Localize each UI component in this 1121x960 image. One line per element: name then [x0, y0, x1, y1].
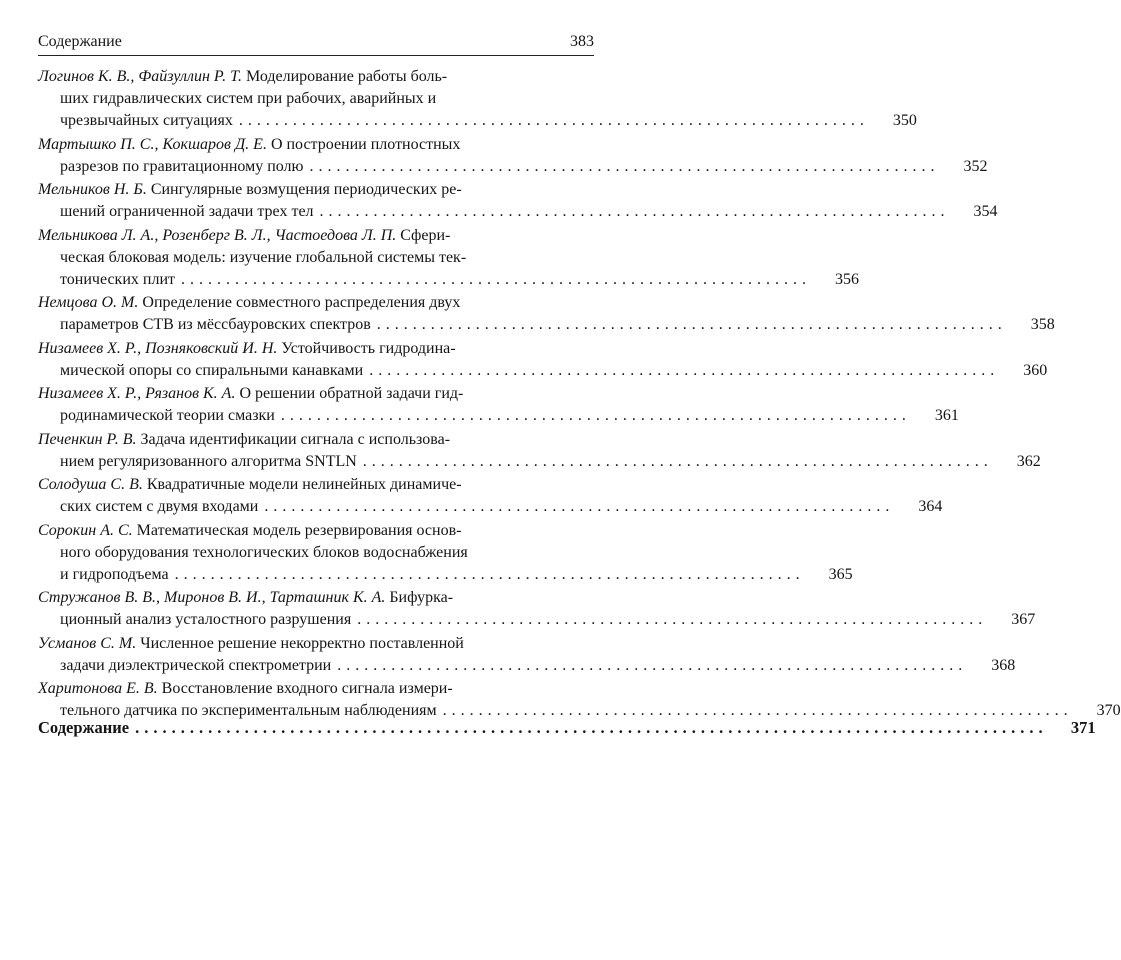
- toc-entry-line: [38, 201, 998, 223]
- toc-entry-authors: Харитонова Е. В.: [38, 680, 158, 697]
- toc-entry-text: чрезвычайных ситуациях: [60, 112, 233, 129]
- toc-entry-line: [38, 496, 943, 518]
- toc-entry-authors: Печенкин Р. В.: [38, 430, 137, 448]
- toc-entry[interactable]: [38, 678, 1121, 722]
- toc-entry-line: [38, 247, 594, 269]
- toc-entry[interactable]: [38, 520, 853, 586]
- toc-entry-page: 361: [934, 407, 959, 424]
- toc-entry[interactable]: [38, 225, 859, 291]
- toc-entry-text: О построении плотностных: [270, 135, 461, 153]
- toc-entry-line: [38, 88, 594, 110]
- toc-entry-text: и гидроподъема: [60, 565, 169, 583]
- toc-entry[interactable]: [38, 292, 1055, 336]
- toc-entry-authors: Солодуша С. В.: [38, 476, 143, 493]
- toc-entry-text: О решении обратной задачи гид-: [239, 385, 464, 402]
- toc-entry-text: ских систем с двумя входами: [60, 498, 259, 515]
- toc-entry-page: 367: [1011, 611, 1036, 628]
- toc-entry-text: Восстановление входного сигнала измери-: [161, 680, 453, 697]
- toc-entry-line: [38, 542, 594, 564]
- toc-entry-line: [38, 314, 1055, 336]
- dot-leader: ......................................................................: [181, 270, 811, 288]
- toc-entry-text: тельного датчика по экспериментальным наблюдениям: [60, 702, 437, 719]
- toc-entry-title: Содержание: [38, 718, 130, 737]
- toc-entry-line: [38, 609, 1036, 631]
- dot-leader: ......................................................................: [309, 157, 940, 175]
- toc-entry[interactable]: [38, 66, 917, 132]
- dot-leader: ......................................................................: [442, 702, 1073, 719]
- toc-entry-text: Сингулярные возмущения периодических ре-: [150, 181, 462, 198]
- toc-entry-line: [38, 564, 853, 586]
- toc-entry-line: [38, 110, 917, 132]
- toc-entry-page: 370: [1096, 702, 1121, 719]
- toc-entry-text: родинамической теории смазки: [60, 407, 275, 424]
- dot-leader: ......................................................................: [362, 452, 993, 470]
- toc-entry-authors: Логинов К. В., Файзуллин Р. Т.: [38, 68, 242, 85]
- dot-leader: ......................................................................: [264, 498, 895, 515]
- toc-entry-page: 360: [1023, 361, 1048, 379]
- toc-entry[interactable]: [38, 474, 943, 518]
- toc-entry-text: шений ограниченной задачи трех тел: [60, 203, 314, 220]
- toc-entry-page: 356: [835, 270, 859, 288]
- toc-entry-line: [38, 292, 594, 314]
- toc-entry-line: [38, 405, 959, 427]
- toc-entry-page: 362: [1016, 452, 1041, 470]
- toc-entry-line: [38, 66, 594, 88]
- toc-entry-text: Квадратичные модели нелинейных динамиче-: [146, 476, 462, 493]
- toc-entry-text: Бифурка-: [389, 589, 454, 606]
- toc-entry-text: тонических плит: [60, 270, 175, 288]
- toc-entry-text: мической опоры со спиральными канавками: [60, 361, 364, 379]
- toc-entry-text: задачи диэлектрической спектрометрии: [60, 656, 332, 674]
- toc-entry-line: [38, 520, 594, 542]
- dot-leader: ....................................................................................................: [135, 718, 1048, 737]
- toc-entry-text: Сфери-: [400, 226, 451, 244]
- toc-entry-line: [38, 587, 594, 609]
- toc-entry-text: Определение совместного распределения двух: [142, 294, 461, 311]
- toc-entry-text: ших гидравлических систем при рабочих, аварийных и: [60, 90, 437, 107]
- running-header: [38, 31, 594, 55]
- dot-leader: ......................................................................: [376, 316, 1007, 333]
- toc-entry-authors: Мельников Н. Б.: [38, 181, 147, 198]
- dot-leader: ......................................................................: [337, 656, 968, 674]
- toc-entry-line: [38, 474, 594, 496]
- toc-entry-line: [38, 156, 988, 178]
- toc-entry-text: параметров СТВ из мёссбауровских спектров: [60, 316, 371, 333]
- dot-leader: ......................................................................: [280, 407, 911, 424]
- toc-entry-authors: Стружанов В. В., Миронов В. И., Тарташник К. А.: [38, 589, 386, 606]
- toc-entry-text: Моделирование работы боль-: [245, 68, 448, 85]
- dot-leader: ......................................................................: [357, 611, 988, 628]
- toc-entry-text: ческая блоковая модель: изучение глобальной системы тек-: [60, 248, 467, 266]
- toc-entry-text: нием регуляризованного алгоритма SNTLN: [60, 452, 357, 470]
- toc-entry-authors: Низамеев Х. Р., Рязанов К. А.: [38, 385, 236, 402]
- toc-entry-line: [38, 655, 1016, 677]
- toc-entry-authors: Немцова О. М.: [38, 294, 139, 311]
- toc-entry-text: ного оборудования технологических блоков водоснабжения: [60, 543, 468, 561]
- toc-entry-text: Устойчивость гидродина-: [281, 339, 456, 357]
- header-page-number: 383: [570, 33, 594, 50]
- toc-entry[interactable]: [38, 587, 1036, 631]
- toc-entry-line: [38, 360, 1048, 382]
- header-title: Содержание: [38, 33, 122, 50]
- toc-entry[interactable]: [38, 633, 1016, 677]
- table-of-contents: [38, 66, 1121, 724]
- toc-entry-page: 350: [892, 112, 917, 129]
- toc-entry-text: ционный анализ усталостного разрушения: [60, 611, 352, 628]
- header-rule: [38, 55, 594, 56]
- toc-entry-page: 368: [991, 656, 1016, 674]
- toc-entry-contents[interactable]: [38, 718, 1096, 738]
- dot-leader: ......................................................................: [174, 565, 805, 583]
- toc-entry-line: [38, 633, 594, 655]
- toc-entry-page: 358: [1030, 316, 1055, 333]
- toc-entry-authors: Низамеев Х. Р., Позняковский И. Н.: [38, 339, 278, 357]
- toc-entry-text: Задача идентификации сигнала с использова-: [140, 430, 451, 448]
- toc-entry-line: [38, 678, 594, 700]
- toc-entry-authors: Мельникова Л. А., Розенберг В. Л., Частоедова Л. П.: [38, 226, 397, 244]
- toc-entry-authors: Сорокин А. С.: [38, 521, 133, 539]
- toc-entry-line: [38, 179, 594, 201]
- dot-leader: ......................................................................: [369, 361, 1000, 379]
- dot-leader: ......................................................................: [319, 203, 950, 220]
- toc-entry[interactable]: [38, 338, 1048, 382]
- toc-entry-page: 365: [828, 565, 853, 583]
- toc-entry[interactable]: [38, 429, 1041, 473]
- toc-entry-line: [38, 429, 594, 451]
- toc-entry-line: [38, 134, 594, 156]
- toc-entry-page: 352: [963, 157, 988, 175]
- toc-entry[interactable]: [38, 134, 988, 178]
- toc-entry-line: [38, 225, 594, 247]
- toc-entry-line: [38, 338, 594, 360]
- toc-entry-text: Численное решение некорректно поставленной: [140, 634, 464, 652]
- toc-entry-text: разрезов по гравитационному полю: [60, 157, 304, 175]
- toc-entry[interactable]: [38, 383, 959, 427]
- toc-entry-line: [38, 451, 1041, 473]
- toc-entry-page: 354: [973, 203, 998, 220]
- toc-entry-authors: Мартышко П. С., Кокшаров Д. Е.: [38, 135, 267, 153]
- dot-leader: ......................................................................: [238, 112, 869, 129]
- toc-entry-page: 371: [1070, 718, 1096, 737]
- toc-entry-line: [38, 269, 859, 291]
- toc-entry[interactable]: [38, 179, 998, 223]
- toc-entry-line: [38, 383, 594, 405]
- toc-entry-page: 364: [918, 498, 943, 515]
- toc-entry-authors: Усманов С. М.: [38, 634, 137, 652]
- toc-entry-text: Математическая модель резервирования основ-: [136, 521, 462, 539]
